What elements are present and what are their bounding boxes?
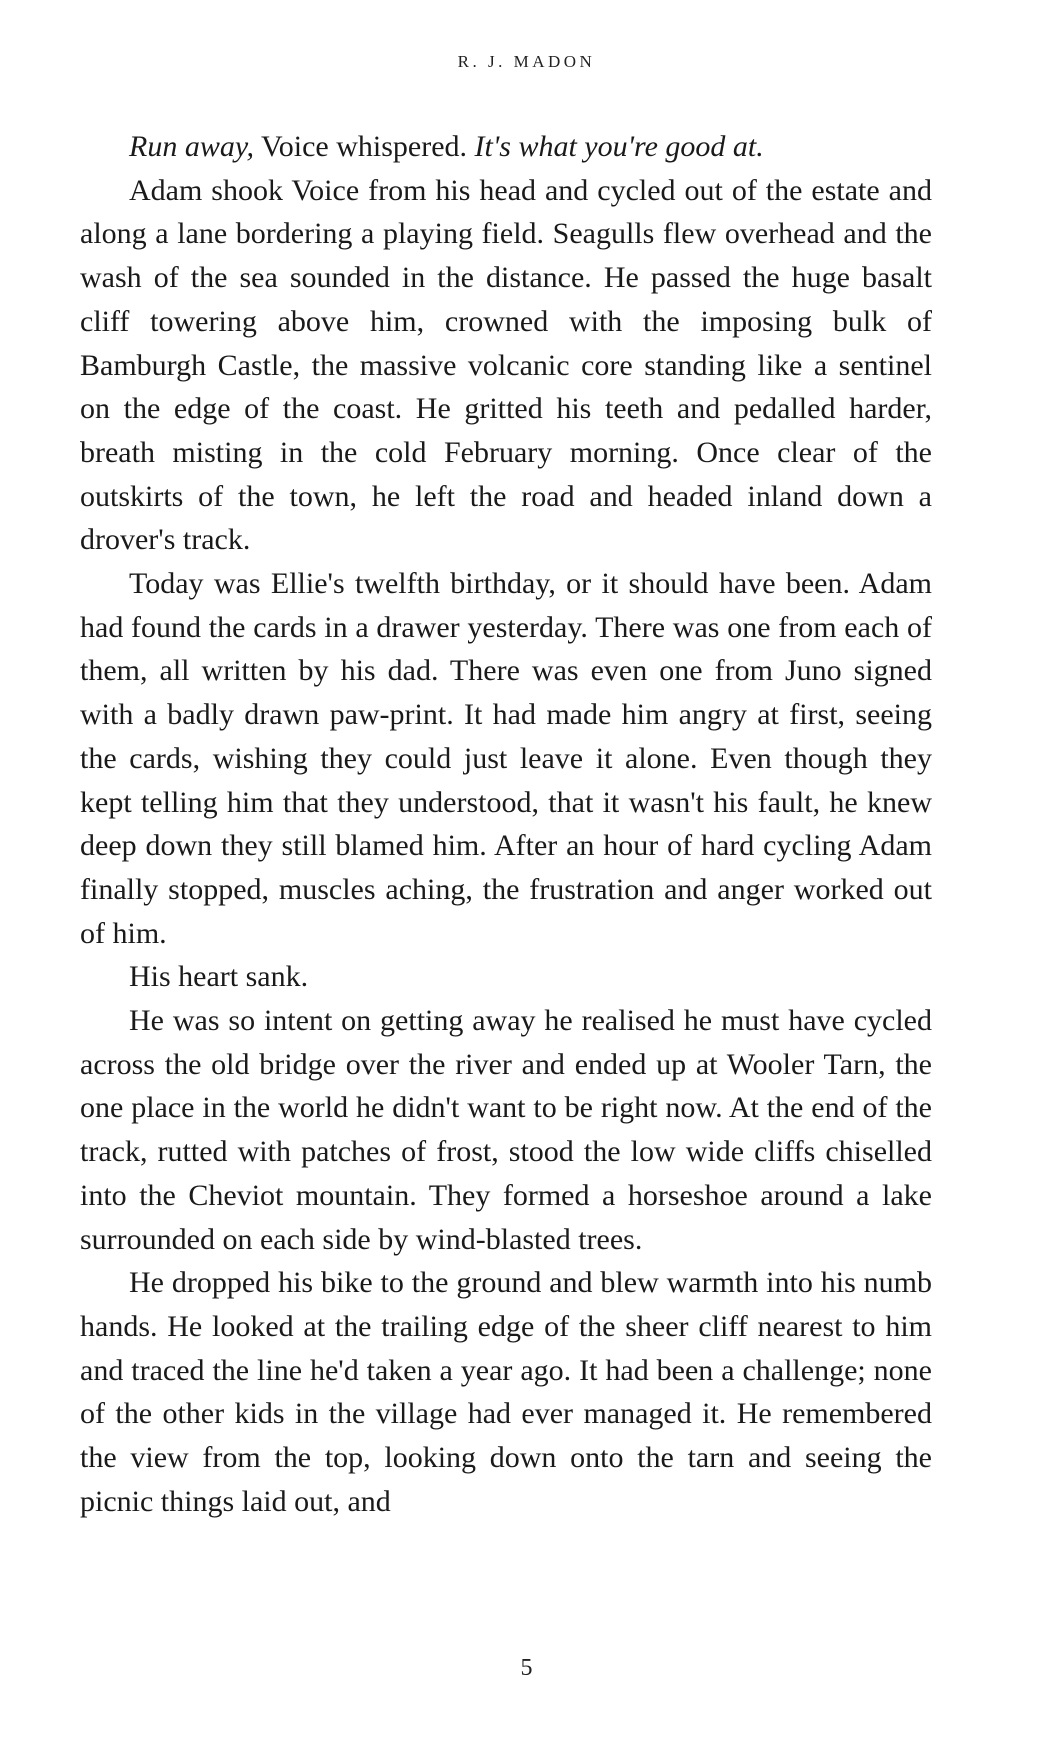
paragraph: Adam shook Voice from his head and cycled out of the estate and along a lane bordering a playing field. Seagulls flew overhead and the wash of the sea sounded in the distance. He passed the huge basalt cliff towering above him, crowned with the imposing bulk of Bamburgh Castle, the massive volcanic core standing like a sentinel on the edge of the coast. He gritted his teeth and pedalled harder, breath misting in the cold February morning. Once clear of the outskirts of the town, he left the road and headed inland down a drover's track.: [80, 173, 932, 557]
page-number: 5: [520, 1655, 533, 1681]
italic-phrase: It's what you're good at.: [474, 130, 764, 163]
paragraph: He was so intent on getting away he realised he must have cycled across the old bridge over the river and ended up at Wooler Tarn, the one place in the world he didn't want to be right now. At the end of the track, rutted with patches of frost, stood the low wide cliffs chiselled into the Cheviot mountain. They formed a horseshoe around a lake surrounded on each side by wind-blasted trees.: [80, 1004, 932, 1256]
italic-phrase: Run away,: [129, 130, 254, 163]
paragraph: [80, 125, 932, 169]
paragraph: Today was Ellie's twelfth birthday, or it should have been. Adam had found the cards in a drawer yesterday. There was one from each of them, all written by his dad. There was even one from Juno signed with a badly drawn paw-print. It had made him angry at first, seeing the cards, wishing they could just leave it alone. Even though they kept telling him that they understood, that it wasn't his fault, he knew deep down they still blamed him. After an hour of hard cycling Adam finally stopped, muscles aching, the frustration and anger worked out of him.: [80, 567, 932, 950]
body-text: [80, 125, 932, 1524]
paragraph: He dropped his bike to the ground and blew warmth into his numb hands. He looked at the trailing edge of the sheer cliff nearest to him and traced the line he'd taken a year ago. It had been a challenge; none of the other kids in the village had ever managed it. He remembered the view from the top, looking down onto the tarn and seeing the picnic things laid out, and: [80, 1266, 932, 1518]
running-head: R. J. MADON: [457, 52, 596, 71]
paragraph: His heart sank.: [129, 960, 309, 994]
roman-phrase: Voice whispered.: [254, 130, 475, 163]
